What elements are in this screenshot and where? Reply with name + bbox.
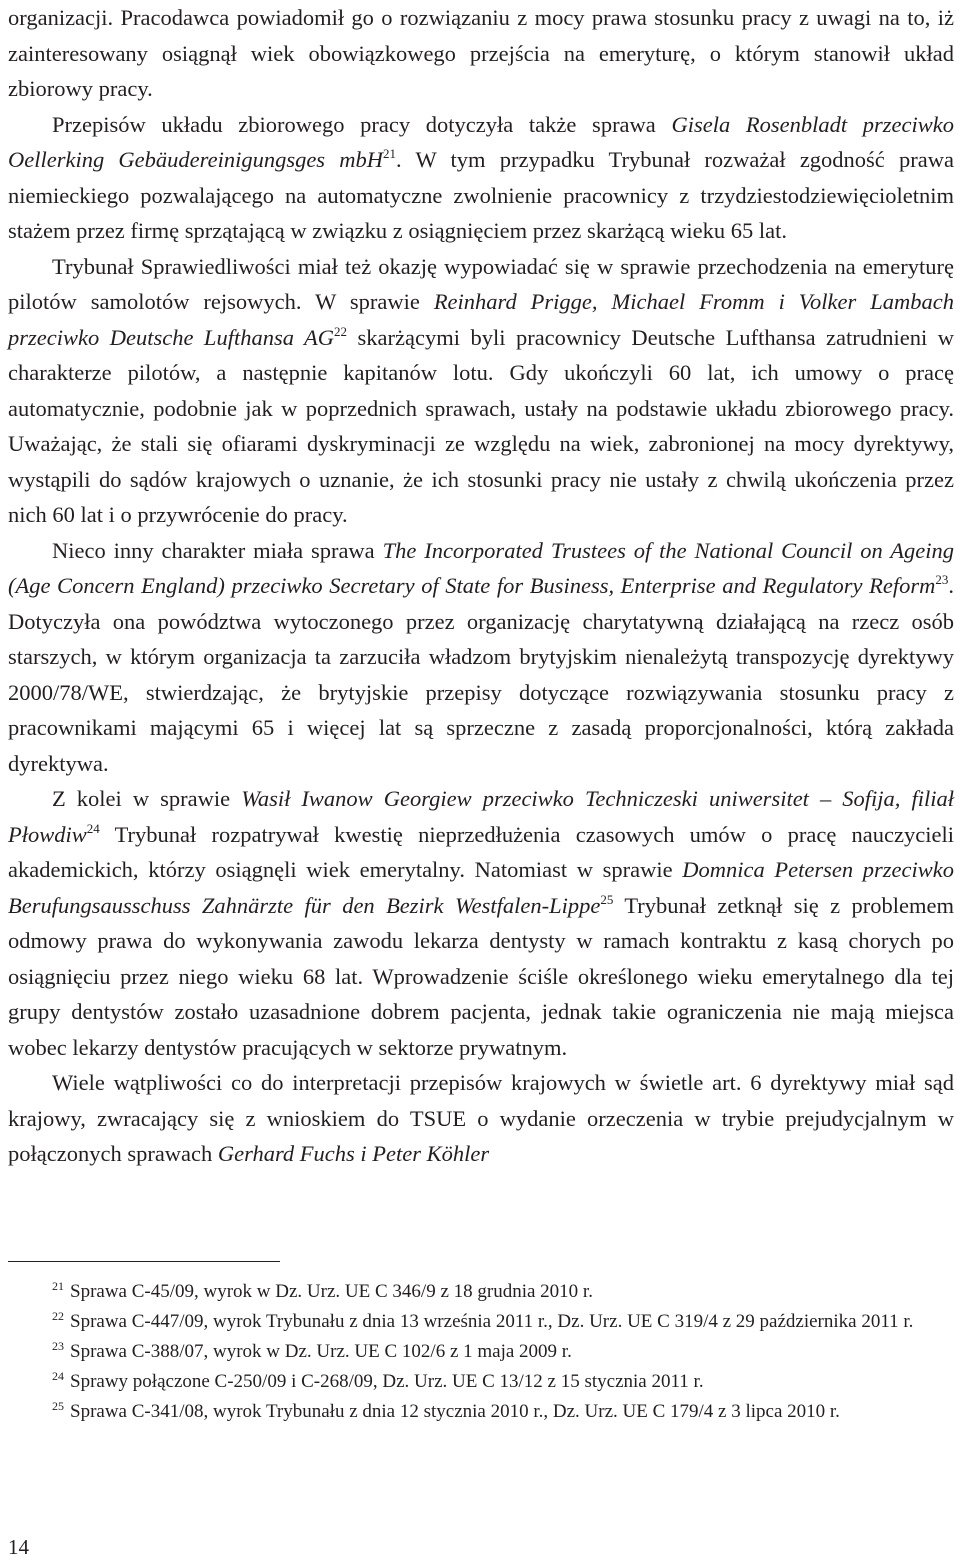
- case-name: Gerhard Fuchs i Peter Köhler: [217, 1141, 490, 1166]
- paragraph-text: Z kolei w sprawie: [52, 786, 242, 811]
- paragraph-text: Trybunał Sprawiedliwości miał też okazję wypowiadać się w sprawie przechodzenia na emeryturę pilotów samolotów rejsowych. W sprawie: [8, 253, 954, 314]
- footnote: [8, 1277, 954, 1307]
- paragraph-text: skarżącymi byli pracownicy Deutsche Lufthansa zatrudnieni w charakterze pilotów, a następnie kapitanów lotu. Gdy ukończyli 60 lat, ich umowy o pracę automatycznie, podobnie jak w poprzednich sprawach, ustały na podstawie układu zbiorowego pracy. Uważając, że stali się ofiarami dyskryminacji ze względu na wiek, zabronionej na mocy dyrektywy, wystąpili do sądów krajowych o uznanie, że ich stosunki pracy nie ustały z chwilą ukończenia przez nich 60 lat i o przywrócenie do pracy.: [8, 324, 954, 527]
- footnote-ref[interactable]: 22: [334, 323, 348, 339]
- footnote-number: 25: [52, 1399, 64, 1413]
- paragraph-text: . Dotyczyła ona powództwa wytoczonego przez organizację charytatywną działającą na rzecz osób starszych, w którym organizacja ta zarzuciła władzom brytyjskim nienależytą transpozycję dyrektywy 2000/78/WE, stwierdzając, że brytyjskie przepisy dotyczące rozwiązywania stosunku pracy z pracownikami mającymi 65 i więcej lat są sprzeczne z zasadą proporcjonalności, którą zakłada dyrektywa.: [8, 573, 954, 776]
- paragraph-text: . W tym przypadku Trybunał rozważał zgodność prawa niemieckiego pozwalającego na automatyczne zwolnienie pracownicy z trzydziestodziewięcioletnim stażem przez firmę sprzątającą w związku z osiągnięciem przez skarżącą wieku 65 lat.: [8, 147, 954, 243]
- paragraph-georgiew-petersen: [8, 781, 954, 1065]
- footnote: [8, 1367, 954, 1397]
- paragraph-text: Wiele wątpliwości co do interpretacji przepisów krajowych w świetle art. 6 dyrektywy miał sąd krajowy, zwracający się z wnioskiem do TSUE o wydanie orzeczenia w trybie prejudycjalnym w połączonych sprawach: [8, 1070, 954, 1166]
- footnote-number: 22: [52, 1309, 64, 1323]
- paragraph-text: Trybunał zetknął się z problemem odmowy prawa do wykonywania zawodu lekarza dentysty w ramach kontraktu z kasą chorych po osiągnięciu przez niego wieku 68 lat. Wprowadzenie ściśle określonego wieku emerytalnego dla tej grupy dentystów zostało uzasadnione dobrem pacjenta, jednak takie ograniczenia nie mają miejsca wobec lekarzy dentystów pracujących w sektorze prywatnym.: [8, 892, 954, 1060]
- case-name: Domnica Petersen przeciwko Berufungsausschuss Zahnärzte für den Bezirk Westfalen-Lippe: [8, 857, 954, 918]
- footnote: [8, 1397, 954, 1427]
- case-name: Reinhard Prigge, Michael Fromm i Volker Lambach przeciwko Deutsche Lufthansa AG: [8, 289, 954, 350]
- footnote-text: Sprawy połączone C-250/09 i C-268/09, Dz. Urz. UE C 13/12 z 15 stycznia 2011 r.: [70, 1371, 704, 1392]
- paragraph-text: organizacji. Pracodawca powiadomił go o rozwiązaniu z mocy prawa stosunku pracy z uwagi na to, iż zainteresowany osiągnął wiek obowiązkowego przejścia na emeryturę, o którym stanowił układ zbiorowy pracy.: [8, 5, 954, 101]
- footnote-number: 23: [52, 1339, 64, 1353]
- case-name: The Incorporated Trustees of the National Council on Ageing (Age Concern England) przeciwko Secretary of State for Business, Enterprise and Regulatory Reform: [8, 537, 954, 598]
- footnote: [8, 1307, 954, 1337]
- case-name: Wasił Iwanow Georgiew przeciwko Techniczeski uniwersitet – Sofija, filiał Płowdiw: [8, 786, 954, 847]
- paragraph-fuchs-kohler: [8, 1065, 954, 1172]
- paragraph-prigge: [8, 249, 954, 533]
- footnote-text: Sprawa C-447/09, wyrok Trybunału z dnia 13 września 2011 r., Dz. Urz. UE C 319/4 z 29 października 2011 r.: [70, 1311, 914, 1332]
- paragraph-rosenbladt: [8, 107, 954, 249]
- footnote-text: Sprawa C-388/07, wyrok w Dz. Urz. UE C 102/6 z 1 maja 2009 r.: [70, 1341, 572, 1362]
- footnote-text: Sprawa C-341/08, wyrok Trybunału z dnia 12 stycznia 2010 r., Dz. Urz. UE C 179/4 z 3 lipca 2010 r.: [70, 1401, 840, 1422]
- paragraph-continued: [8, 0, 954, 107]
- footnote-number: 24: [52, 1369, 64, 1383]
- footnote-ref[interactable]: 25: [600, 891, 614, 907]
- footnotes: [8, 1277, 954, 1427]
- page-number: 14: [8, 1535, 29, 1559]
- case-name: Gisela Rosenbladt przeciwko Oellerking Gebäudereinigungsges mbH: [8, 111, 954, 172]
- footnote-number: 21: [52, 1279, 64, 1293]
- paragraph-age-concern: [8, 533, 954, 782]
- footnote-separator: [8, 1261, 280, 1262]
- footnote-ref[interactable]: 23: [935, 572, 949, 587]
- footnote-ref[interactable]: 21: [383, 146, 397, 161]
- document-page: [8, 0, 954, 1422]
- paragraph-text: Nieco inny charakter miała sprawa: [52, 537, 383, 563]
- body-text: [8, 0, 954, 1172]
- paragraph-text: Przepisów układu zbiorowego pracy dotyczyła także sprawa: [52, 111, 672, 137]
- footnote: [8, 1337, 954, 1367]
- paragraph-text: Trybunał rozpatrywał kwestię nieprzedłużenia czasowych umów o pracę nauczycieli akademickich, którzy osiągnęli wiek emerytalny. Natomiast w sprawie: [8, 821, 954, 882]
- footnote-ref[interactable]: 24: [86, 820, 100, 836]
- footnote-text: Sprawa C-45/09, wyrok w Dz. Urz. UE C 346/9 z 18 grudnia 2010 r.: [70, 1281, 593, 1302]
